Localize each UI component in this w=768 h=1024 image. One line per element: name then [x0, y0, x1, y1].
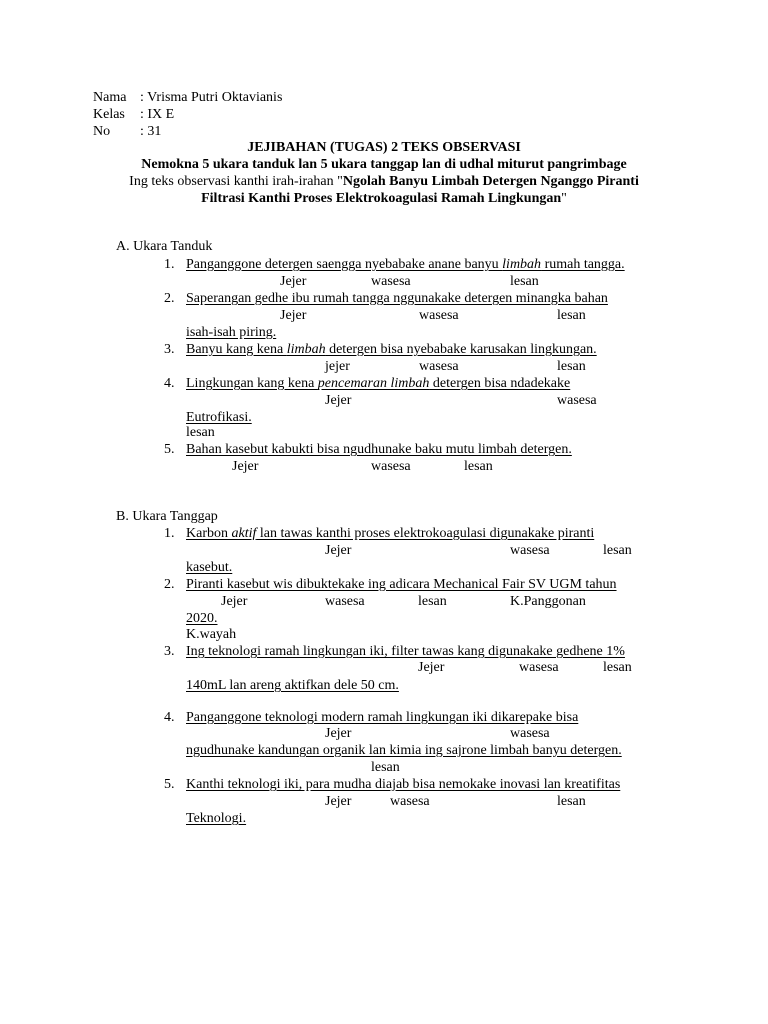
class-value: : IX E — [140, 107, 175, 122]
tag-wasesa: wasesa — [419, 359, 459, 374]
sentence-number: 2. — [164, 577, 175, 592]
sentence-number: 2. — [164, 291, 175, 306]
sentence-number: 3. — [164, 342, 175, 357]
sentence-continuation: 140mL lan areng aktifkan dele 50 cm. — [186, 678, 399, 693]
intro-line — [0, 173, 768, 190]
tag-k-panggonan: K.Panggonan — [510, 594, 586, 609]
sentence-number: 4. — [164, 710, 175, 725]
student-class-row — [93, 106, 174, 123]
sentence-number: 1. — [164, 526, 175, 541]
tag-lesan: lesan — [464, 459, 493, 474]
sentence-text: Lingkungan kang kena pencemaran limbah detergen bisa ndadekake — [186, 376, 571, 391]
sentence-text: Panganggone detergen saengga nyebabake anane banyu limbah rumah tangga. — [186, 257, 625, 272]
sentence-text: Ing teknologi ramah lingkungan iki, filter tawas kang digunakake gedhene 1% — [186, 644, 625, 659]
tag-k-wayah: K.wayah — [186, 627, 237, 642]
sentence-text: Bahan kasebut kabukti bisa ngudhunake baku mutu limbah detergen. — [186, 442, 572, 457]
sentence-number: 4. — [164, 376, 175, 391]
number-label: No — [93, 124, 111, 139]
sentence-number: 5. — [164, 777, 175, 792]
section-a-heading: A. Ukara Tanduk — [116, 239, 213, 254]
tag-wasesa: wasesa — [325, 594, 365, 609]
student-number-row — [93, 123, 161, 140]
sentence-number: 3. — [164, 644, 175, 659]
sentence-continuation: kasebut. — [186, 560, 233, 575]
sentence-continuation: Teknologi. — [186, 811, 247, 826]
tag-jejer: Jejer — [325, 794, 352, 809]
intro-prefix: Ing teks observasi kanthi irah-irahan " — [129, 174, 343, 189]
section-b-heading: B. Ukara Tanggap — [116, 509, 218, 524]
sentence-number: 1. — [164, 257, 175, 272]
sentence-text: Saperangan gedhe ibu rumah tangga nggunakake detergen minangka bahan — [186, 291, 608, 306]
tag-wasesa: wasesa — [419, 308, 459, 323]
tag-jejer: Jejer — [280, 308, 307, 323]
intro-text-title-2: Filtrasi Kanthi Proses Elektrokoagulasi Ramah Lingkungan — [201, 191, 562, 206]
sentence-continuation: Eutrofikasi. — [186, 410, 252, 425]
sentence-text: Panganggone teknologi modern ramah lingkungan iki dikarepake bisa — [186, 710, 579, 725]
tag-lesan: lesan — [371, 760, 400, 775]
tag-wasesa: wasesa — [371, 459, 411, 474]
class-label: Kelas — [93, 107, 125, 122]
page-title: JEJIBAHAN (TUGAS) 2 TEKS OBSERVASI — [247, 140, 521, 155]
tag-lesan: lesan — [603, 543, 632, 558]
tag-wasesa: wasesa — [510, 726, 550, 741]
tag-jejer: Jejer — [325, 393, 352, 408]
tag-jejer: Jejer — [221, 594, 248, 609]
name-label: Nama — [93, 90, 127, 105]
tag-jejer: Jejer — [418, 660, 445, 675]
sentence-text: Karbon aktif lan tawas kanthi proses elektrokoagulasi digunakake piranti — [186, 526, 595, 541]
tag-wasesa: wasesa — [557, 393, 597, 408]
tag-jejer: jejer — [325, 359, 350, 374]
sentence-text: Piranti kasebut wis dibuktekake ing adicara Mechanical Fair SV UGM tahun — [186, 577, 617, 592]
sentence-text: Banyu kang kena limbah detergen bisa nyebabake karusakan lingkungan. — [186, 342, 597, 357]
sentence-continuation: 2020. — [186, 611, 218, 626]
tag-lesan: lesan — [186, 425, 215, 440]
sentence-continuation: isah-isah piring. — [186, 325, 277, 340]
tag-lesan: lesan — [557, 794, 586, 809]
tag-jejer: Jejer — [325, 726, 352, 741]
tag-lesan: lesan — [510, 274, 539, 289]
intro-text-title-1: Ngolah Banyu Limbah Detergen Nganggo Piranti — [342, 174, 639, 189]
intro-suffix: " — [561, 191, 567, 206]
sentence-number: 5. — [164, 442, 175, 457]
tag-wasesa: wasesa — [510, 543, 550, 558]
number-value: : 31 — [140, 124, 162, 139]
tag-lesan: lesan — [557, 308, 586, 323]
tag-wasesa: wasesa — [390, 794, 430, 809]
tag-jejer: Jejer — [232, 459, 259, 474]
student-name-row — [93, 89, 282, 106]
tag-wasesa: wasesa — [371, 274, 411, 289]
tag-lesan: lesan — [603, 660, 632, 675]
sentence-text: Kanthi teknologi iki, para mudha diajab bisa nemokake inovasi lan kreatifitas — [186, 777, 621, 792]
assignment-instruction: Nemokna 5 ukara tanduk lan 5 ukara tanggap lan di udhal miturut pangrimbage — [141, 157, 627, 172]
tag-wasesa: wasesa — [519, 660, 559, 675]
name-value: : Vrisma Putri Oktavianis — [140, 90, 283, 105]
tag-lesan: lesan — [418, 594, 447, 609]
tag-lesan: lesan — [557, 359, 586, 374]
intro-line-2 — [0, 190, 768, 207]
sentence-continuation: ngudhunake kandungan organik lan kimia ing sajrone limbah banyu detergen. — [186, 743, 622, 758]
tag-jejer: Jejer — [325, 543, 352, 558]
tag-jejer: Jejer — [280, 274, 307, 289]
